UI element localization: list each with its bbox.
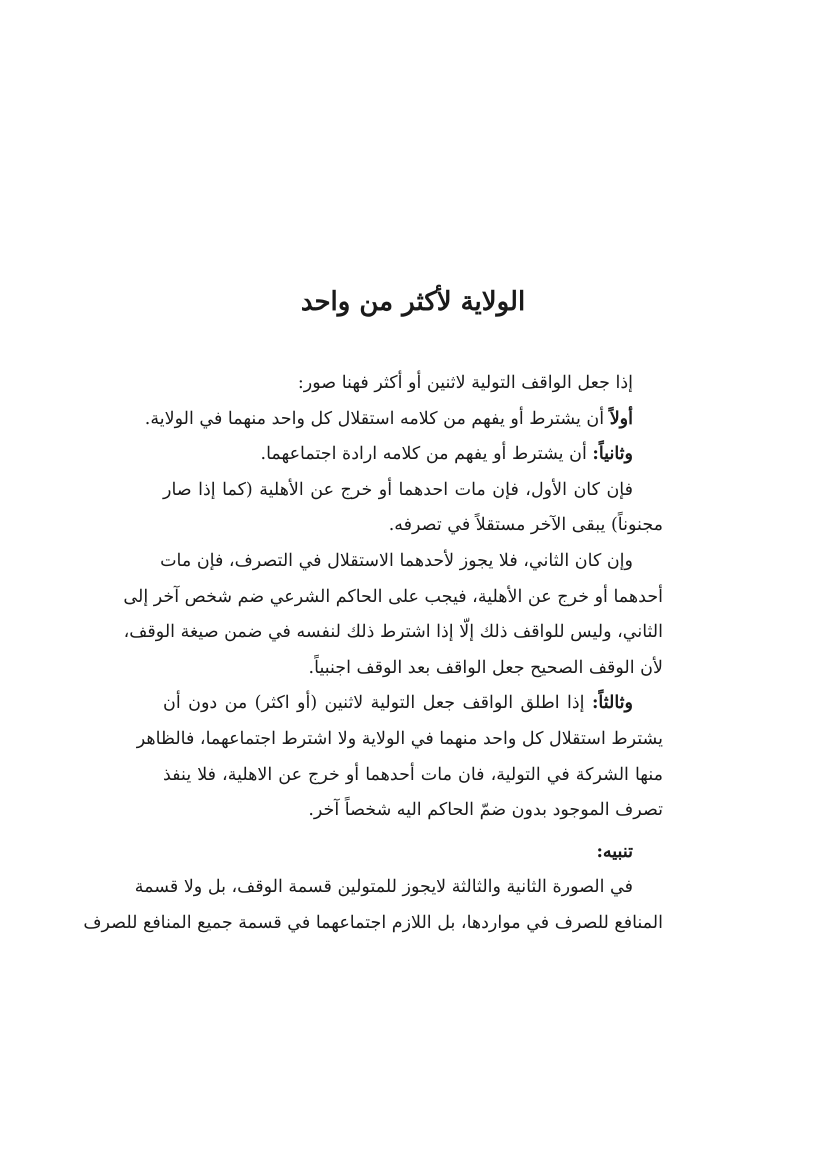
- paragraph-two-line-4: لأن الوقف الصحيح جعل الواقف بعد الوقف اجنبياً.: [308, 657, 663, 678]
- case-three-line-4: تصرف الموجود بدون ضمّ الحاكم اليه شخصاً آخر.: [308, 800, 663, 821]
- case-two: [163, 437, 663, 473]
- case-three-line-1: [163, 686, 663, 722]
- case-two-text: أن يشترط أو يفهم من كلامه ارادة اجتماعهما.: [260, 444, 593, 465]
- case-two-label: وثانياً:: [592, 444, 633, 465]
- note-heading: تنبيه:: [596, 841, 633, 862]
- case-one-label: أولاً: [609, 408, 633, 429]
- paragraph-one-line-2: مجنوناً) يبقى الآخر مستقلاً في تصرفه.: [388, 515, 663, 536]
- case-one-text: أن يشترط أو يفهم من كلامه استقلال كل واحد منهما في الولاية.: [144, 408, 610, 429]
- case-one: [144, 402, 663, 438]
- intro-line: إذا جعل الواقف التولية لاثنين أو أكثر فهنا صور:: [297, 373, 633, 393]
- note-line-1: في الصورة الثانية والثالثة لايجوز للمتولين قسمة الوقف، بل ولا قسمة: [134, 877, 633, 898]
- paragraph-one-line-1: فإن كان الأول، فإن مات احدهما أو خرج عن الأهلية (كما إذا صار: [163, 479, 633, 500]
- paragraph-two-line-2: أحدهما أو خرج عن الأهلية، فيجب على الحاكم الشرعي ضم شخص آخر إلى: [123, 586, 663, 607]
- paragraph-two-line-3: الثاني، وليس للواقف ذلك إلّا إذا اشترط ذلك لنفسه في ضمن صيغة الوقف،: [123, 622, 663, 643]
- body-text: [83, 366, 663, 942]
- case-three-label: وثالثاً:: [591, 693, 633, 714]
- page-title: الولاية لأكثر من واحد: [300, 287, 526, 317]
- paragraph-two-line-1: وإن كان الثاني، فلا يجوز لأحدهما الاستقلال في التصرف، فإن مات: [160, 550, 633, 571]
- case-three-text: إذا اطلق الواقف جعل التولية لاثنين (أو اكثر) من دون أن: [163, 693, 592, 714]
- case-three-line-2: يشترط استقلال كل واحد منهما في الولاية ولا اشترط اجتماعهما، فالظاهر: [136, 728, 663, 749]
- note-line-2: المنافع للصرف في مواردها، بل اللازم اجتماعهما في قسمة جميع المنافع للصرف: [83, 912, 663, 933]
- case-three-line-3: منها الشركة في التولية، فان مات أحدهما أو خرج عن الاهلية، فلا ينفذ: [163, 764, 663, 785]
